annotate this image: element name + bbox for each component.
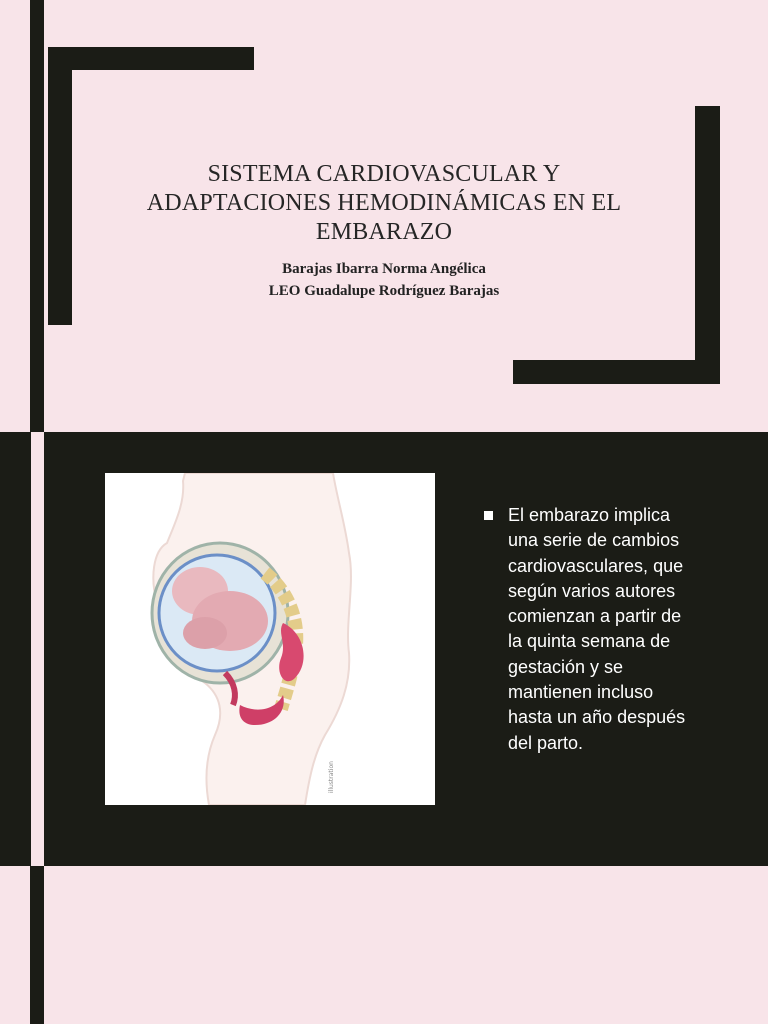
bullet-line: según varios autores (508, 580, 676, 601)
corner-bracket-top-vertical (48, 47, 72, 325)
left-accent-bar (30, 0, 44, 432)
bullet-line: cardiovasculares, que (508, 555, 684, 576)
slide-title (100, 160, 668, 247)
author-name: Barajas Ibarra Norma Angélica (282, 261, 486, 277)
bullet-line: del parto. (508, 732, 584, 753)
title-line: ADAPTACIONES HEMODINÁMICAS EN EL (146, 190, 622, 216)
corner-bracket-bottom-horizontal (513, 360, 720, 384)
author-name: LEO Guadalupe Rodríguez Barajas (268, 283, 500, 299)
content-slide-accent-stripe (31, 432, 44, 866)
author-list (100, 258, 668, 302)
corner-bracket-top-horizontal (48, 47, 254, 70)
svg-text:illustration: illustration (328, 761, 335, 793)
title-line: EMBARAZO (315, 219, 453, 245)
bullet-line: hasta un año después (508, 707, 686, 728)
left-accent-bar-lower (30, 866, 44, 1024)
pregnancy-anatomy-icon (105, 473, 435, 805)
bullet-line: mantienen incluso (508, 682, 654, 703)
corner-bracket-bottom-vertical (695, 106, 720, 384)
square-bullet-icon (484, 511, 493, 520)
title-line: SISTEMA CARDIOVASCULAR Y (207, 161, 561, 187)
bullet-line: comienzan a partir de (508, 606, 682, 627)
pregnancy-anatomy-figure (105, 473, 435, 805)
bullet-line: la quinta semana de (508, 631, 671, 652)
bullet-line: El embarazo implica (508, 505, 671, 525)
bullet-text (508, 503, 758, 756)
bullet-line: una serie de cambios (508, 530, 680, 551)
bullet-line: gestación y se (508, 656, 624, 677)
